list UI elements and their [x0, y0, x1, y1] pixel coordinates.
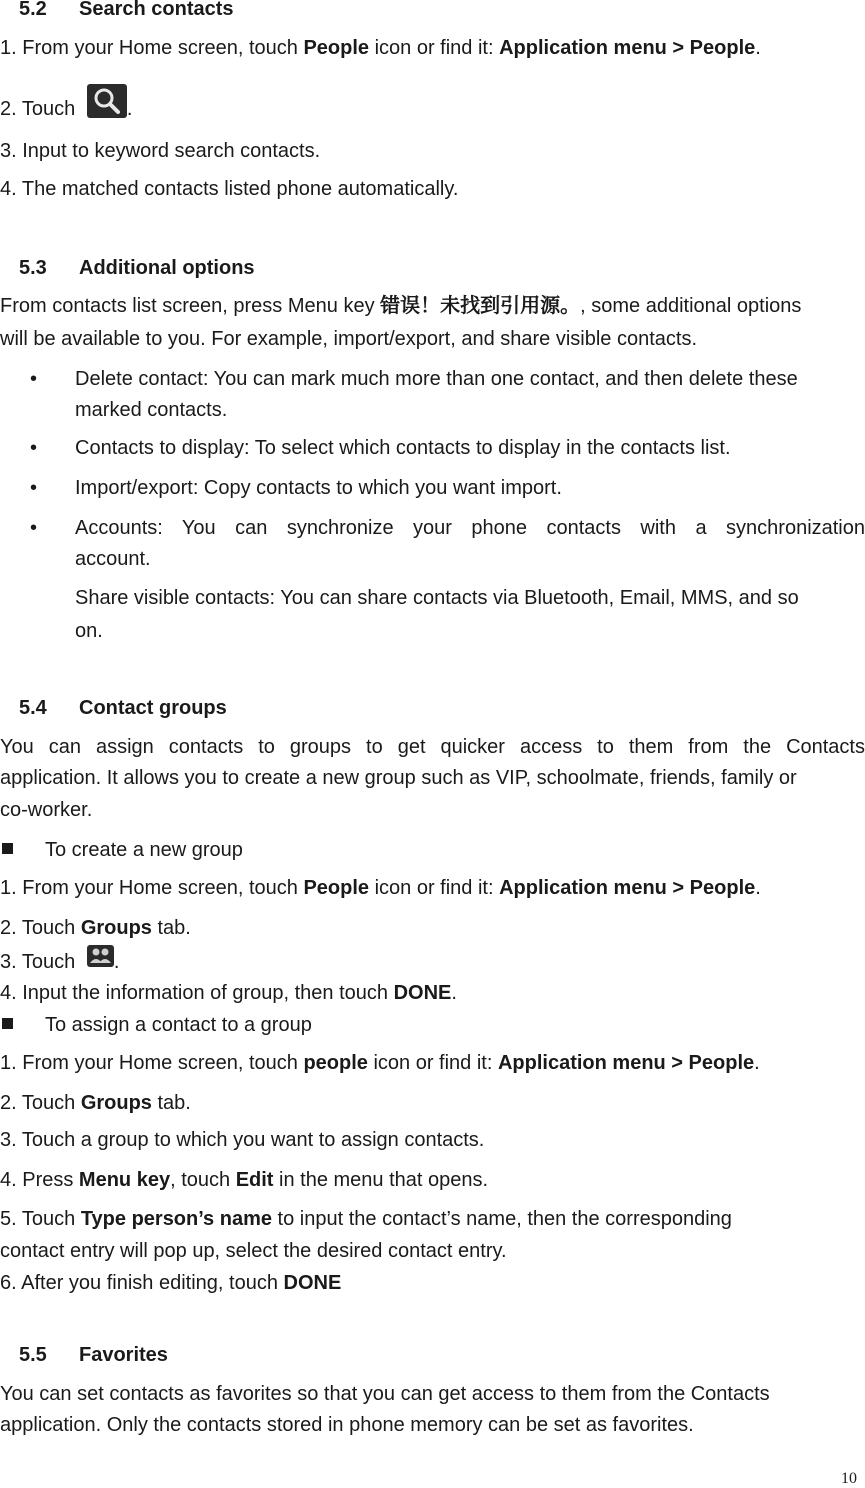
- step-line: 4. The matched contacts listed phone automatically.: [0, 178, 459, 200]
- bullet: •: [30, 368, 38, 390]
- step-line: 2. Touch .: [0, 97, 865, 121]
- square-bullet: [2, 1018, 13, 1029]
- step-line: 3. Touch .: [0, 950, 865, 974]
- step-line: 1. From your Home screen, touch people icon or find it: Application menu > People.: [0, 1052, 760, 1074]
- step-line: 6. After you finish editing, touch DONE: [0, 1272, 342, 1294]
- search-icon: [87, 84, 127, 118]
- section-number: 5.2: [19, 0, 47, 20]
- paragraph-line: application. It allows you to create a new group such as VIP, schoolmate, friends, family or: [0, 767, 797, 789]
- paragraph-line: co-worker.: [0, 799, 93, 821]
- heading-5-5: [19, 1343, 865, 1367]
- section-number: 5.3: [19, 257, 47, 279]
- list-item-continuation: account.: [75, 548, 151, 570]
- step-line: 3. Touch a group to which you want to assign contacts.: [0, 1129, 485, 1151]
- page-number: 10: [841, 1470, 857, 1487]
- bullet: •: [30, 437, 38, 459]
- step-line: 1. From your Home screen, touch People icon or find it: Application menu > People.: [0, 37, 761, 59]
- step-line: 3. Input to keyword search contacts.: [0, 140, 321, 162]
- section-title: Search contacts: [79, 0, 234, 20]
- section-title: Additional options: [79, 257, 255, 279]
- section-title: Favorites: [79, 1344, 168, 1366]
- heading-5-2: [19, 0, 865, 21]
- step-line: 1. From your Home screen, touch People icon or find it: Application menu > People.: [0, 877, 761, 899]
- list-item-continuation: marked contacts.: [75, 399, 228, 421]
- step-line: 2. Touch Groups tab.: [0, 917, 191, 939]
- paragraph-line: From contacts list screen, press Menu key 错误！未找到引用源。, some additional options: [0, 293, 802, 317]
- heading-5-4: [19, 696, 865, 720]
- section-number: 5.5: [19, 1344, 47, 1366]
- paragraph-line: application. Only the contacts stored in phone memory can be set as favorites.: [0, 1414, 694, 1436]
- square-bullet: [2, 843, 13, 854]
- add-group-icon: [87, 945, 114, 967]
- section-number: 5.4: [19, 697, 47, 719]
- paragraph-line: You can set contacts as favorites so that you can get access to them from the Contacts: [0, 1383, 770, 1405]
- bullet: •: [30, 517, 38, 539]
- step-line: 4. Press Menu key, touch Edit in the menu that opens.: [0, 1169, 489, 1191]
- paragraph-line: You can assign contacts to groups to get quicker access to them from the Contacts: [0, 736, 865, 758]
- step-line: contact entry will pop up, select the desired contact entry.: [0, 1240, 507, 1262]
- heading-5-3: [19, 256, 865, 280]
- step-line: 4. Input the information of group, then touch DONE.: [0, 982, 457, 1004]
- error-reference: 错误！未找到引用源。: [380, 293, 581, 317]
- list-item-continuation: on.: [75, 620, 103, 642]
- step-line: 5. Touch Type person’s name to input the contact’s name, then the corresponding: [0, 1208, 732, 1230]
- section-title: Contact groups: [79, 697, 227, 719]
- step-line: 2. Touch Groups tab.: [0, 1092, 191, 1114]
- bullet: •: [30, 477, 38, 499]
- paragraph-line: will be available to you. For example, import/export, and share visible contacts.: [0, 328, 698, 350]
- list-item: Share visible contacts: You can share contacts via Bluetooth, Email, MMS, and so: [75, 587, 799, 609]
